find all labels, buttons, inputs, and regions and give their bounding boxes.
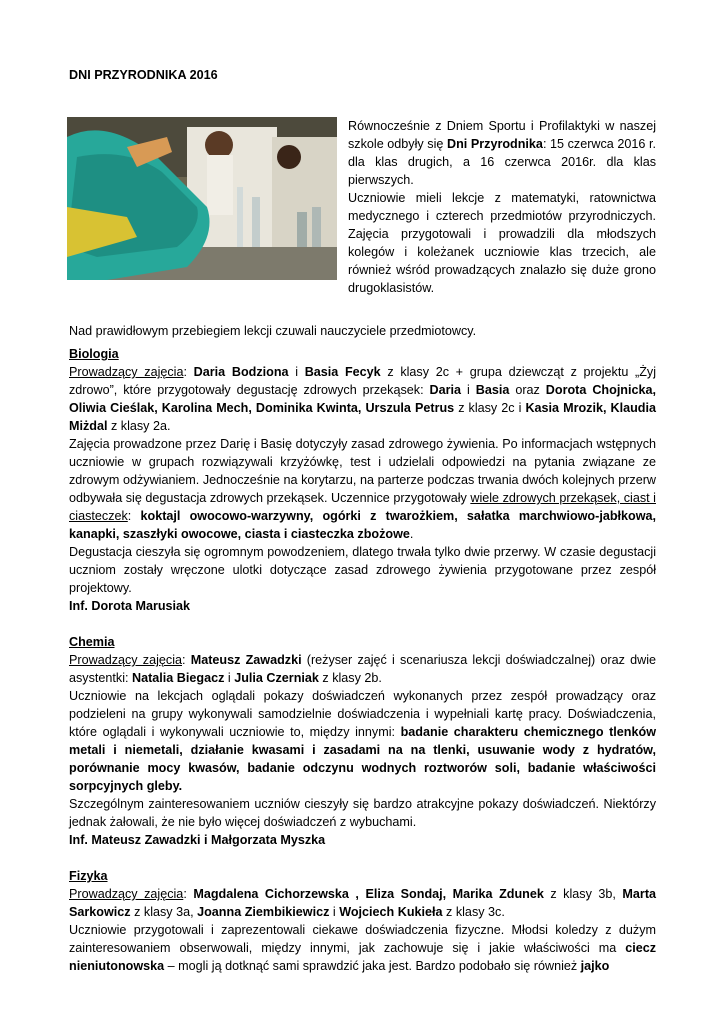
text-underlined: wiele zdrowych przekąsek, ciast i ciasteczek [69, 491, 656, 523]
text-part: : [182, 653, 191, 667]
text-part: Uczniowie przygotowali i zaprezentowali ciekawe doświadczenia fizyczne. Młodsi koledzy z dużym zainteresowaniem obserwowali, między innymi, jak zachowuje się i jakie właściwości ma [69, 923, 656, 955]
snack-list: koktajl owocowo-warzywny, ogórki z twarożkiem, sałatka marchwiowo-jabłkowa, kanapki, szaszłyki owocowe, ciasta i ciasteczka zbożowe [69, 509, 657, 541]
intro-paragraph-3: Nad prawidłowym przebiegiem lekcji czuwali nauczyciele przedmiotowcy. [69, 324, 477, 338]
page-title: DNI PRZYRODNIKA 2016 [69, 68, 218, 82]
intro-paragraph-1 [348, 117, 656, 189]
text-part: z klasy 2b. [318, 671, 382, 685]
text-part: oraz [509, 383, 546, 397]
text-part: z klasy 3a, [130, 905, 198, 919]
intro-text-part: : 15 czerwca 2016 r. dla klas drugich, a 16 czerwca 2016r. dla klas pierwszych. [348, 137, 656, 187]
biologia-signature: Inf. Dorota Marusiak [69, 599, 191, 613]
text-part: Zajęcia prowadzone przez Darię i Basię dotyczyły zasad zdrowego żywienia. Po informacjach wstępnych uczniowie w grupach rozwiązywali krzyżówkę, test i udzielali odpowiedzi na pytania związane ze zdrowym odżywianiem. Jednocześnie na korytarzu, na parterze podczas trwania dwóch kolejnych przerw odbywała się degustacja zdrowych przekąsek. Uczennice przygotowały [69, 437, 656, 505]
biologia-summary: Degustacja cieszyła się ogromnym powodzeniem, dlatego trwała tylko dwie przerwy. W czasie degustacji uczniom zostały wręczone ulotki dotyczące zasad zdrowego żywienia przygotowane przez zespół projektowy. [69, 545, 656, 595]
text-part: : [183, 887, 194, 901]
person-name: Kasia Mrozik, Klaudia Miżdal [69, 401, 656, 433]
text-part: (reżyser zajęć i scenariusza lekcji doświadczalnej) oraz dwie asystentki: [69, 653, 656, 685]
text-part: z klasy 3c. [442, 905, 505, 919]
person-name: Basia Fecyk [304, 365, 381, 379]
event-name: Dni Przyrodnika [446, 137, 543, 151]
person-name: Magdalena Cichorzewska , Eliza Sondaj, Marika Zdunek [193, 887, 544, 901]
intro-text [348, 117, 656, 297]
text-part: i [288, 365, 305, 379]
text-part: Uczniowie na lekcjach oglądali pokazy doświadczeń wykonanych przez zespół prowadzący oraz podzieleni na grupy wykonywali samodzielnie doświadczenia i wypełniali kartę pracy. Doświadczenia, które oglądali i wykonywali uczniowie to, między innymi: [69, 689, 656, 739]
section-chemia [69, 633, 656, 849]
intro-block [69, 102, 656, 338]
text-part: z klasy 2c i [454, 401, 526, 415]
section-biologia [69, 345, 656, 615]
person-name: Natalia Biegacz [132, 671, 225, 685]
intro-paragraph-3-wrap [69, 322, 656, 340]
chemia-description [69, 687, 656, 795]
biologia-description [69, 435, 656, 543]
person-name: Daria Bodziona [193, 365, 289, 379]
person-name: Marta Sarkowicz [69, 887, 657, 919]
fizyka-description [69, 921, 656, 975]
chemia-signature: Inf. Mateusz Zawadzki i Małgorzata Myszka [69, 833, 326, 847]
highlight: jajko [580, 959, 610, 973]
text-part: : [183, 365, 194, 379]
person-name: Daria [429, 383, 462, 397]
highlight: ciecz nieniutonowska [69, 941, 656, 973]
text-part: i [224, 671, 235, 685]
label-underlined: Prowadzący zajęcia [69, 365, 184, 379]
intro-text-part: Równocześnie z Dniem Sportu i Profilaktyki w naszej szkole odbyły się [348, 119, 656, 151]
person-name: Mateusz Zawadzki [190, 653, 302, 667]
label-underlined: Prowadzący zajęcia [69, 653, 182, 667]
text-part: . [409, 527, 414, 541]
text-part: z klasy 3b, [543, 887, 623, 901]
fizyka-leaders [69, 885, 656, 921]
article [69, 66, 656, 975]
person-name: Basia [475, 383, 510, 397]
text-part: i [329, 905, 340, 919]
text-part: z klasy 2a. [107, 419, 171, 433]
person-name: Julia Czerniak [234, 671, 319, 685]
biologia-leaders [69, 363, 656, 435]
intro-paragraph-2: Uczniowie mieli lekcje z matematyki, ratownictwa medycznego i czterech przedmiotów przyrodniczych. Zajęcia przygotowali i prowadzili dla młodszych kolegów i koleżanek uczniowie klas trzecich, ale również wśród prowadzących znalazło się duże grono drugoklasistów. [348, 191, 656, 295]
label-underlined: Prowadzący zajęcia [69, 887, 184, 901]
person-name: Dorota Chojnicka, Oliwia Cieślak, Karolina Mech, Dominika Kwinta, Urszula Petrus [69, 383, 657, 415]
section-heading: Biologia [69, 347, 119, 361]
text-part: i [461, 383, 476, 397]
text-part: : [127, 509, 141, 523]
person-name: Wojciech Kukieła [339, 905, 443, 919]
text-part: z klasy 2c + grupa dziewcząt z projektu „Żyj zdrowo”, które przygotowały degustację zdrowych przekąsek: [69, 365, 657, 397]
text-part: – mogli ją dotknąć sami sprawdzić jaka jest. Bardzo podobało się również [164, 959, 581, 973]
section-heading: Chemia [69, 635, 115, 649]
section-fizyka [69, 867, 656, 975]
chemia-leaders [69, 651, 656, 687]
chemia-summary: Szczególnym zainteresowaniem uczniów cieszyły się bardzo atrakcyjne pokazy doświadczeń. Niektórzy jednak żałowali, że nie było więcej doświadczeń z wybuchami. [69, 797, 656, 829]
lab-photo [67, 117, 337, 280]
experiment-list: badanie charakteru chemicznego tlenków metali i niemetali, działanie kwasami i zasadami na na tlenki, usuwanie wody z hydratów, porównanie mocy kwasów, badanie odczynu wodnych roztworów soli, badanie właściwości sorpcyjnych gleby. [69, 725, 656, 793]
section-heading: Fizyka [69, 869, 108, 883]
person-name: Joanna Ziembikiewicz [197, 905, 330, 919]
